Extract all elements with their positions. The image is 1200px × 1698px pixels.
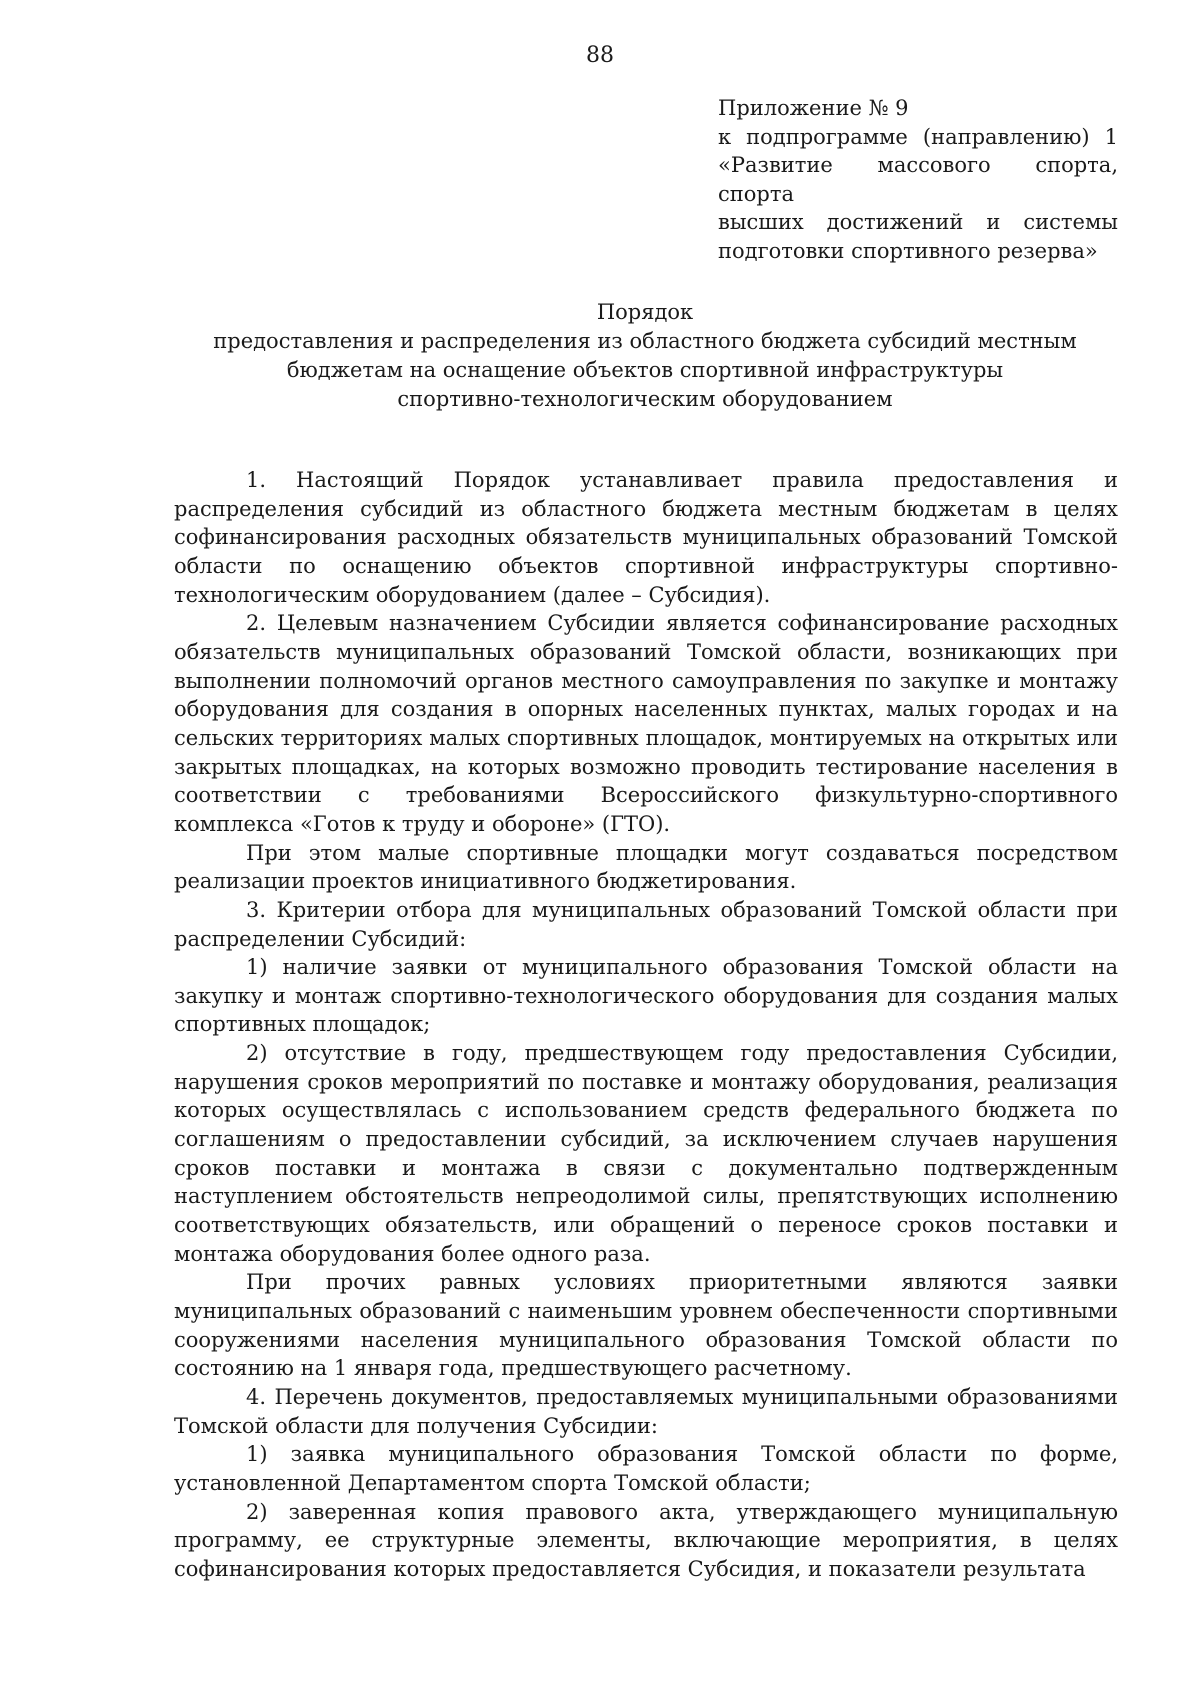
page-number: 88 — [586, 43, 614, 68]
paragraph: 1) наличие заявки от муниципального образования Томской области на закупку и монтаж спортивно-технологического оборудования для создания малых спортивных площадок; — [174, 955, 1118, 1037]
title-heading: Порядок — [596, 300, 694, 324]
paragraph: 2. Целевым назначением Субсидии является софинансирование расходных обязательств муниципальных образований Томской области, возникающих при выполнении полномочий органов местного самоуправления по закупке и монтажу оборудования для создания в опорных населенных пунктах, малых городах и на сельских территориях малых спортивных площадок, монтируемых на открытых или закрытых площадках, на которых возможно проводить тестирование населения в соответствии с требованиями Всероссийского физкультурно-спортивного комплекса «Готов к труду и обороне» (ГТО). — [174, 611, 1118, 836]
paragraph: При прочих равных условиях приоритетными являются заявки муниципальных образований с наименьшим уровнем обеспеченности спортивными сооружениями населения муниципального образования Томской области по состоянию на 1 января года, предшествующего расчетному. — [174, 1270, 1118, 1381]
paragraph: 1. Настоящий Порядок устанавливает правила предоставления и распределения субсидий из областного бюджета местным бюджетам в целях софинансирования расходных обязательств муниципальных образований Томской области по оснащению объектов спортивной инфраструктуры спортивно-технологическим оборудованием (далее – Субсидия). — [174, 468, 1118, 607]
appendix-program-name-2: высших достижений и системы — [718, 210, 1118, 234]
appendix-program-name-1: «Развитие массового спорта, спорта — [718, 153, 1118, 206]
title-line-1: предоставления и распределения из областного бюджета субсидий местным — [213, 329, 1077, 353]
paragraph: 3. Критерии отбора для муниципальных образований Томской области при распределении Субсидий: — [174, 897, 1118, 951]
paragraph: При этом малые спортивные площадки могут создаваться посредством реализации проектов инициативного бюджетирования. — [174, 840, 1118, 894]
paragraph: 4. Перечень документов, предоставляемых муниципальными образованиями Томской области для получения Субсидии: — [174, 1385, 1118, 1438]
appendix-number: Приложение № 9 — [718, 96, 909, 120]
title-line-3: спортивно-технологическим оборудованием — [397, 387, 893, 411]
paragraph: 2) отсутствие в году, предшествующем году предоставления Субсидии, нарушения сроков мероприятий по поставке и монтажу оборудования, реализация которых осуществлялась с использованием средств федерального бюджета по соглашениям о предоставлении субсидий, за исключением случаев нарушения сроков поставки и монтажа в связи с документально подтвержденным наступлением обстоятельств непреодолимой силы, препятствующих исполнению соответствующих обязательств, или обращений о переносе сроков поставки и монтажа оборудования более одного раза. — [174, 1041, 1118, 1266]
appendix-program-name-3: подготовки спортивного резерва» — [718, 238, 1098, 263]
document-title — [170, 298, 1120, 414]
paragraph: 1) заявка муниципального образования Томской области по форме, установленной Департаментом спорта Томской области; — [174, 1442, 1118, 1495]
document-body — [174, 466, 1118, 1584]
title-line-2: бюджетам на оснащение объектов спортивной инфраструктуры — [286, 358, 1004, 382]
appendix-subprogram: к подпрограмме (направлению) 1 — [718, 124, 1118, 149]
appendix-header — [718, 94, 1118, 265]
paragraph: 2) заверенная копия правового акта, утверждающего муниципальную программу, ее структурные элементы, включающие мероприятия, в целях софинансирования которых предоставляется Субсидия, и показатели результата — [174, 1499, 1118, 1581]
